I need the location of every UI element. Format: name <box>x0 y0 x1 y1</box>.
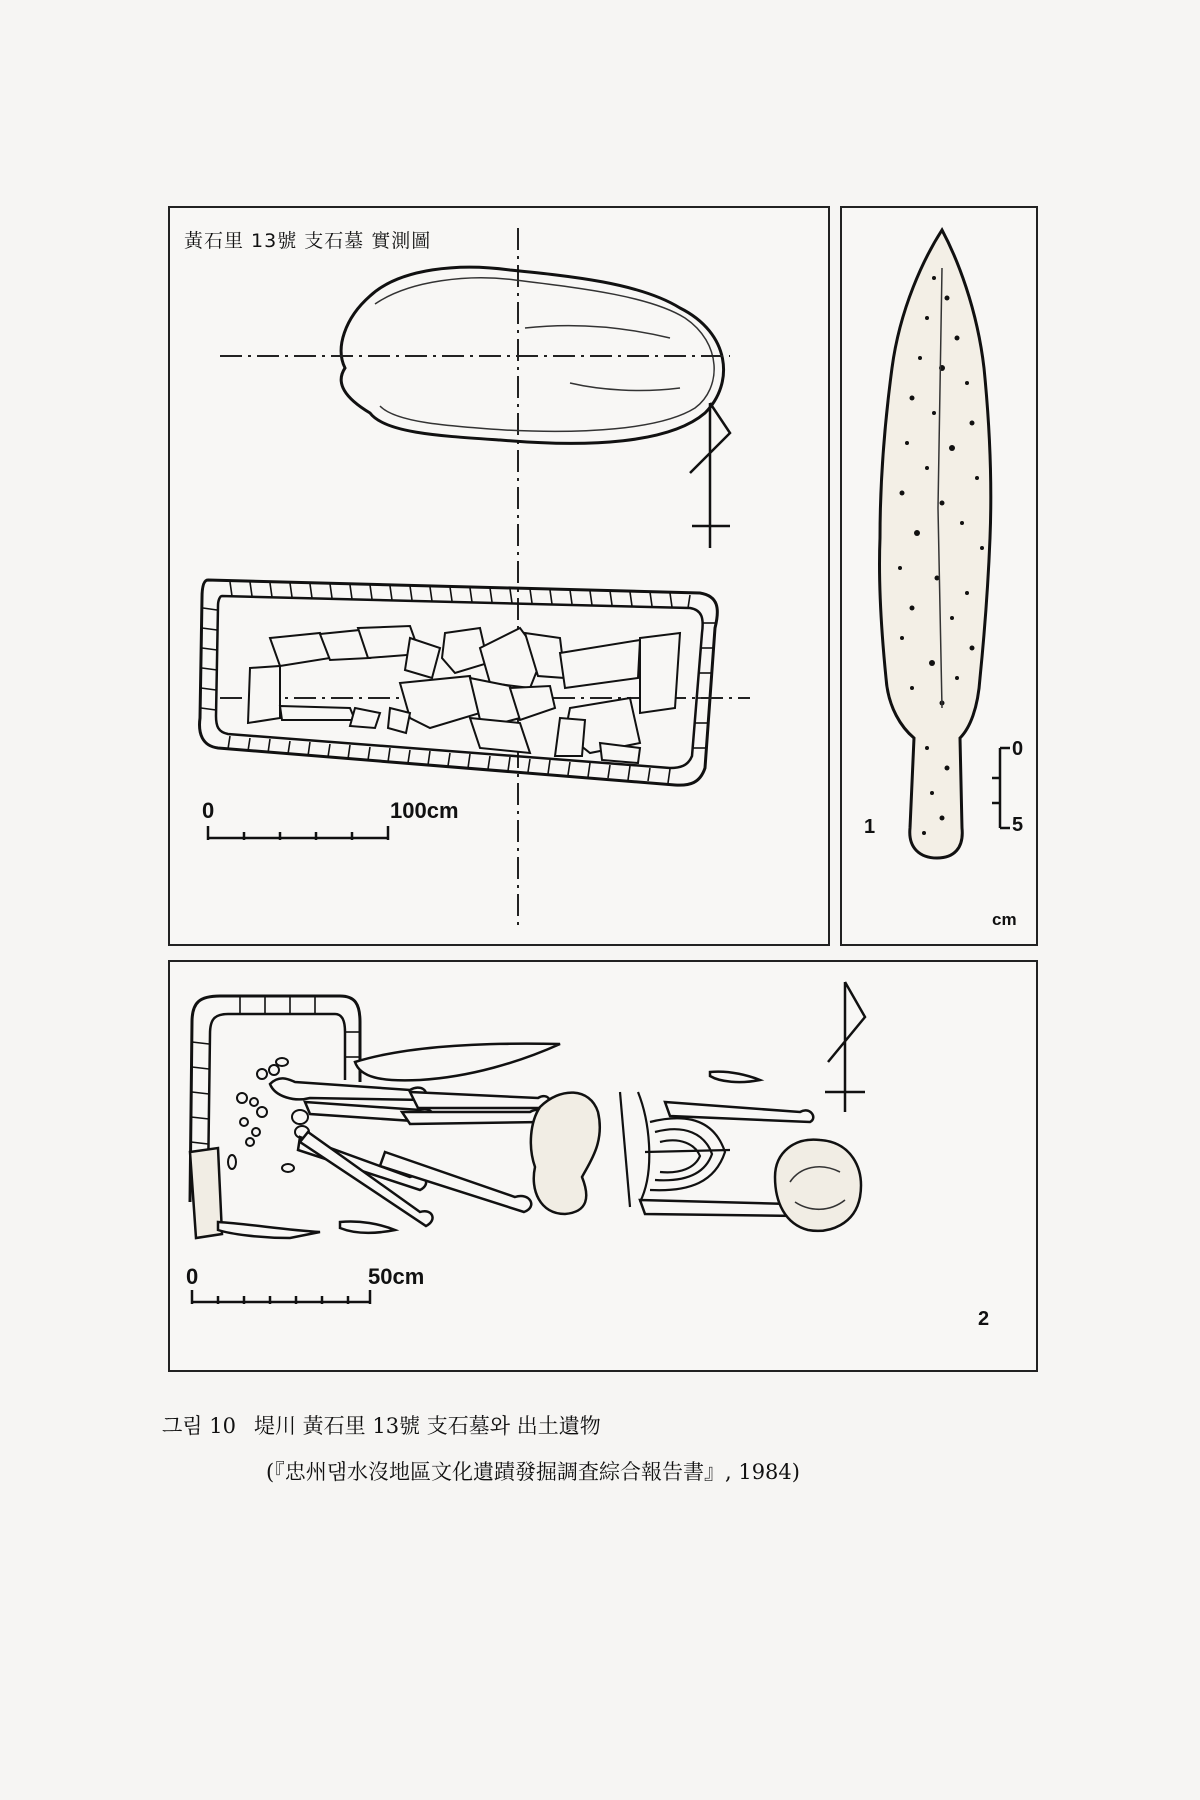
caption-main-line <box>162 1410 1062 1440</box>
bottom-scale-end-label: 50cm <box>368 1264 425 1289</box>
caption-label: 그림 10 <box>162 1414 236 1438</box>
flat-stone <box>355 1044 560 1081</box>
scale-bar-50cm <box>192 1290 370 1304</box>
burial-remains-panel <box>168 960 1038 1372</box>
skeleton-drawing <box>170 962 1036 1370</box>
dagger-scale-bar <box>992 748 1010 828</box>
chamber-stones <box>248 626 680 763</box>
dolmen-plan-panel <box>168 206 830 946</box>
scale-start-label: 0 <box>202 798 215 823</box>
scale-end-label: 100cm <box>390 798 459 823</box>
caption-title: 堤川 黃石里 13號 支石墓와 出土遺物 <box>253 1414 601 1438</box>
pelvis <box>531 1093 600 1214</box>
skeleton-figure-number: 2 <box>978 1308 990 1330</box>
skull <box>775 1140 861 1231</box>
dagger-scale-top: 0 <box>1012 738 1024 760</box>
dagger-scale-unit: cm <box>992 910 1017 929</box>
dagger-panel <box>840 206 1038 946</box>
dagger-outline <box>879 230 990 858</box>
dagger-figure-number: 1 <box>864 816 876 838</box>
plan-title: 黃石里 13號 支石墓 實測圖 <box>184 230 432 252</box>
dagger-scale-bottom: 5 <box>1012 814 1024 836</box>
dolmen-plan-drawing <box>170 208 828 944</box>
scale-bar-100cm <box>208 826 388 840</box>
bottom-scale-start-label: 0 <box>186 1264 199 1289</box>
capstone-detail-lines <box>525 326 680 391</box>
caption-source: (『忠州댐水沒地區文化遺蹟發掘調査綜合報告書』, 1984) <box>266 1460 800 1484</box>
figure-caption <box>162 1410 1062 1486</box>
bone-fragments <box>228 1058 309 1172</box>
